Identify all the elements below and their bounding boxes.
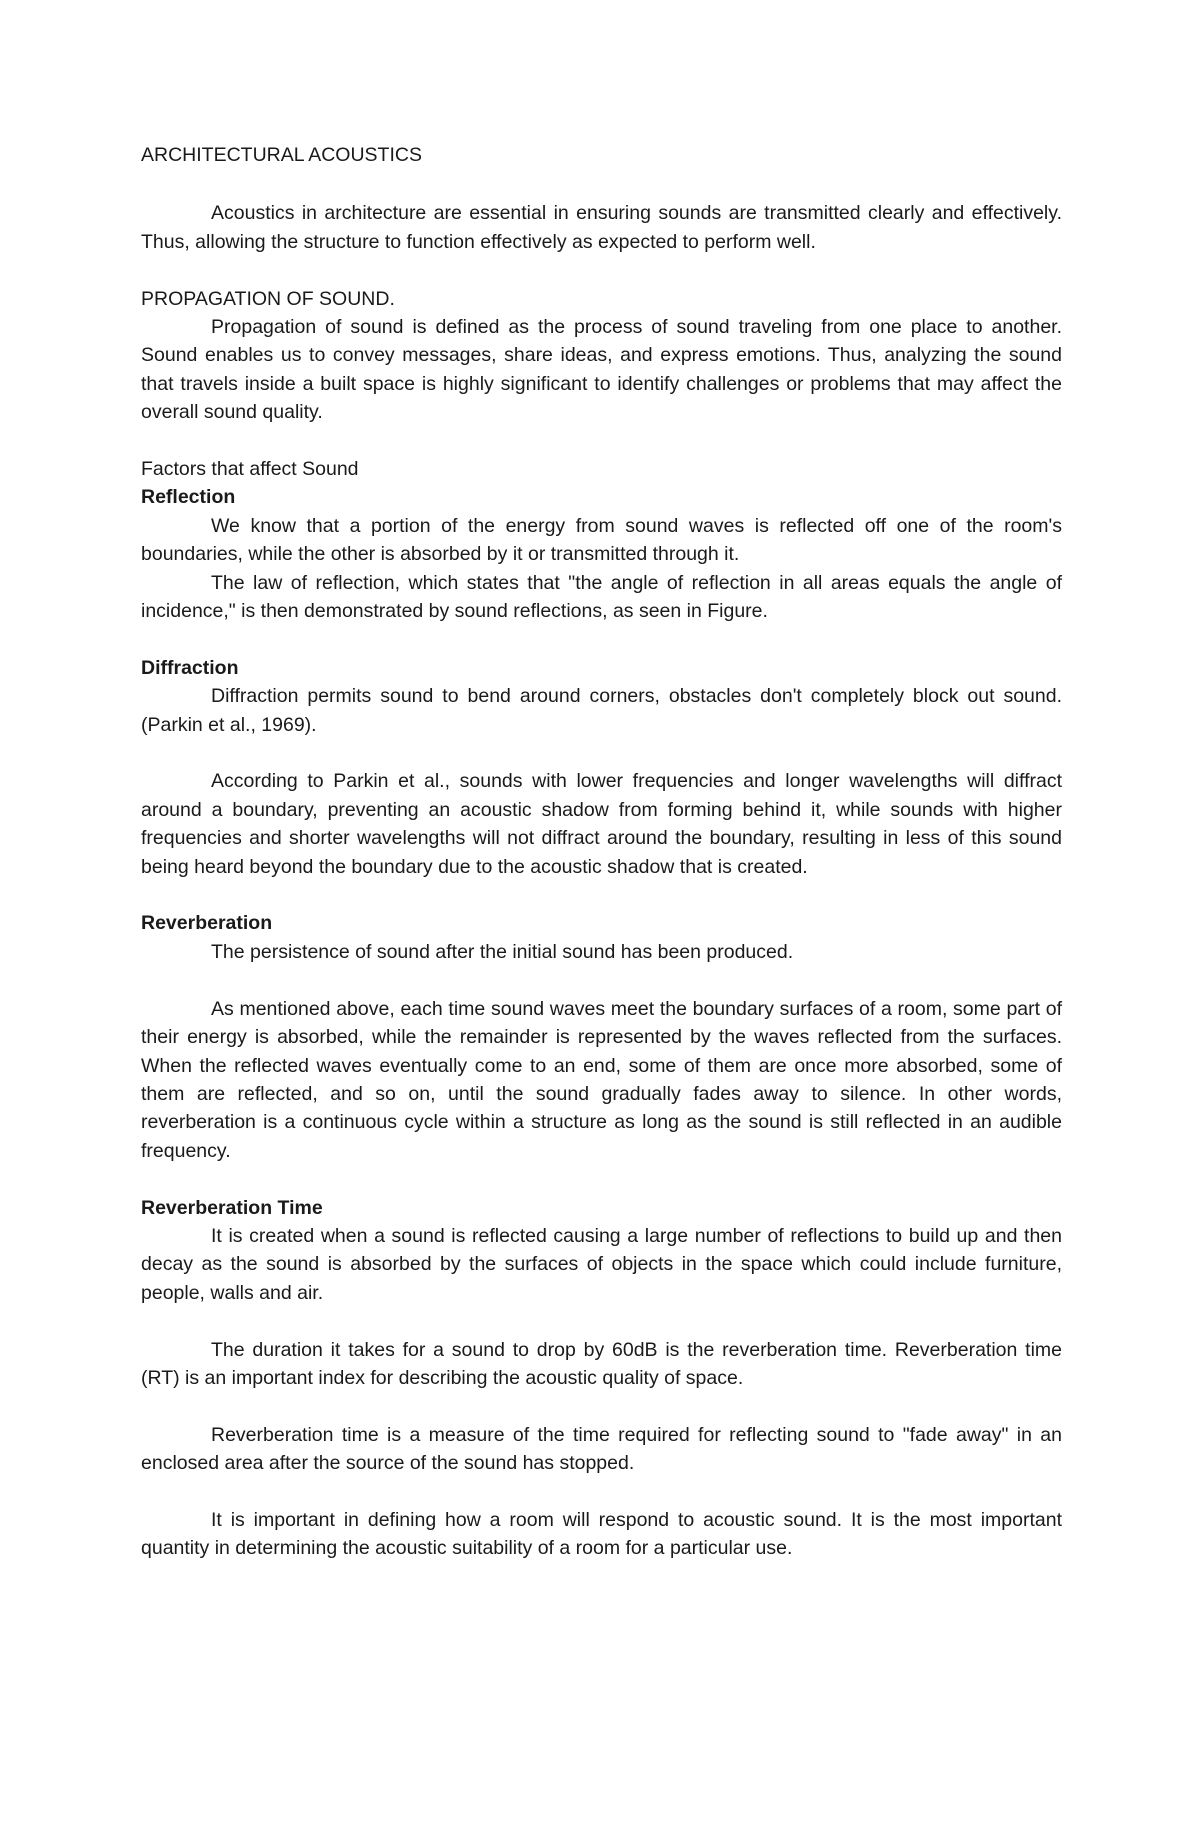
spacer bbox=[141, 1392, 1062, 1420]
spacer bbox=[141, 881, 1062, 909]
diffraction-paragraph-2: According to Parkin et al., sounds with lower frequencies and longer wavelengths will diffract around a boundary, preventing an acoustic shadow from forming behind it, while sounds with higher frequencies and shorter wavelengths will not diffract around the boundary, resulting in less of this sound being heard beyond the boundary due to the acoustic shadow that is created. bbox=[141, 770, 1062, 878]
reverberation-time-paragraph-4: It is important in defining how a room will respond to acoustic sound. It is the most important quantity in determining the acoustic suitability of a room for a particular use. bbox=[141, 1508, 1062, 1560]
reverberation-time-paragraph-3: Reverberation time is a measure of the time required for reflecting sound to "fade away" in an enclosed area after the source of the sound has stopped. bbox=[141, 1423, 1062, 1475]
intro-paragraph: Acoustics in architecture are essential in ensuring sounds are transmitted clearly and effectively. Thus, allowing the structure to function effectively as expected to perform well. bbox=[141, 202, 1062, 253]
reverberation-time-paragraph-2: The duration it takes for a sound to drop by 60dB is the reverberation time. Reverberation time (RT) is an important index for describing the acoustic quality of space. bbox=[141, 1338, 1062, 1389]
spacer bbox=[141, 427, 1062, 455]
reflection-paragraph-1: We know that a portion of the energy from sound waves is reflected off one of the room's boundaries, while the other is absorbed by it or transmitted through it. bbox=[141, 514, 1062, 566]
propagation-heading: PROPAGATION OF SOUND. bbox=[141, 287, 395, 310]
spacer bbox=[141, 966, 1062, 994]
spacer bbox=[141, 1307, 1062, 1335]
reverberation-time-heading: Reverberation Time bbox=[141, 1196, 323, 1219]
reverberation-paragraph-2: As mentioned above, each time sound waves meet the boundary surfaces of a room, some part of their energy is absorbed, while the remainder is represented by the waves reflected from the surfaces. When the reflected waves eventually come to an end, some of them are once more absorbed, some of them are reflected, and so on, until the sound gradually fades away to silence. In other words, reverberation is a continuous cycle within a structure as long as the sound is still reflected in an audible frequency. bbox=[141, 997, 1062, 1162]
reverberation-heading: Reverberation bbox=[141, 912, 273, 935]
spacer bbox=[141, 625, 1062, 653]
reverberation-time-paragraph-1: It is created when a sound is reflected causing a large number of reflections to build up and then decay as the sound is absorbed by the surfaces of objects in the space which could include furniture, people, walls and air. bbox=[141, 1224, 1062, 1304]
document-page bbox=[141, 141, 1062, 1563]
spacer bbox=[141, 1165, 1062, 1193]
diffraction-heading: Diffraction bbox=[141, 656, 239, 679]
spacer bbox=[141, 739, 1062, 767]
reflection-paragraph-2: The law of reflection, which states that "the angle of reflection in all areas equals the angle of incidence," is then demonstrated by sound reflections, as seen in Figure. bbox=[141, 571, 1062, 623]
reflection-heading: Reflection bbox=[141, 486, 236, 509]
document-title: ARCHITECTURAL ACOUSTICS bbox=[141, 144, 422, 166]
spacer bbox=[141, 256, 1062, 284]
factors-heading: Factors that affect Sound bbox=[141, 458, 359, 481]
diffraction-paragraph-1: Diffraction permits sound to bend around corners, obstacles don't completely block out sound. (Parkin et al., 1969). bbox=[141, 685, 1062, 736]
spacer bbox=[141, 1478, 1062, 1506]
reverberation-paragraph-1: The persistence of sound after the initial sound has been produced. bbox=[211, 940, 794, 963]
propagation-paragraph: Propagation of sound is defined as the process of sound traveling from one place to another. Sound enables us to convey messages, share ideas, and express emotions. Thus, analyzing the sound that travels inside a built space is highly significant to identify challenges or problems that may affect the overall sound quality. bbox=[141, 316, 1062, 424]
